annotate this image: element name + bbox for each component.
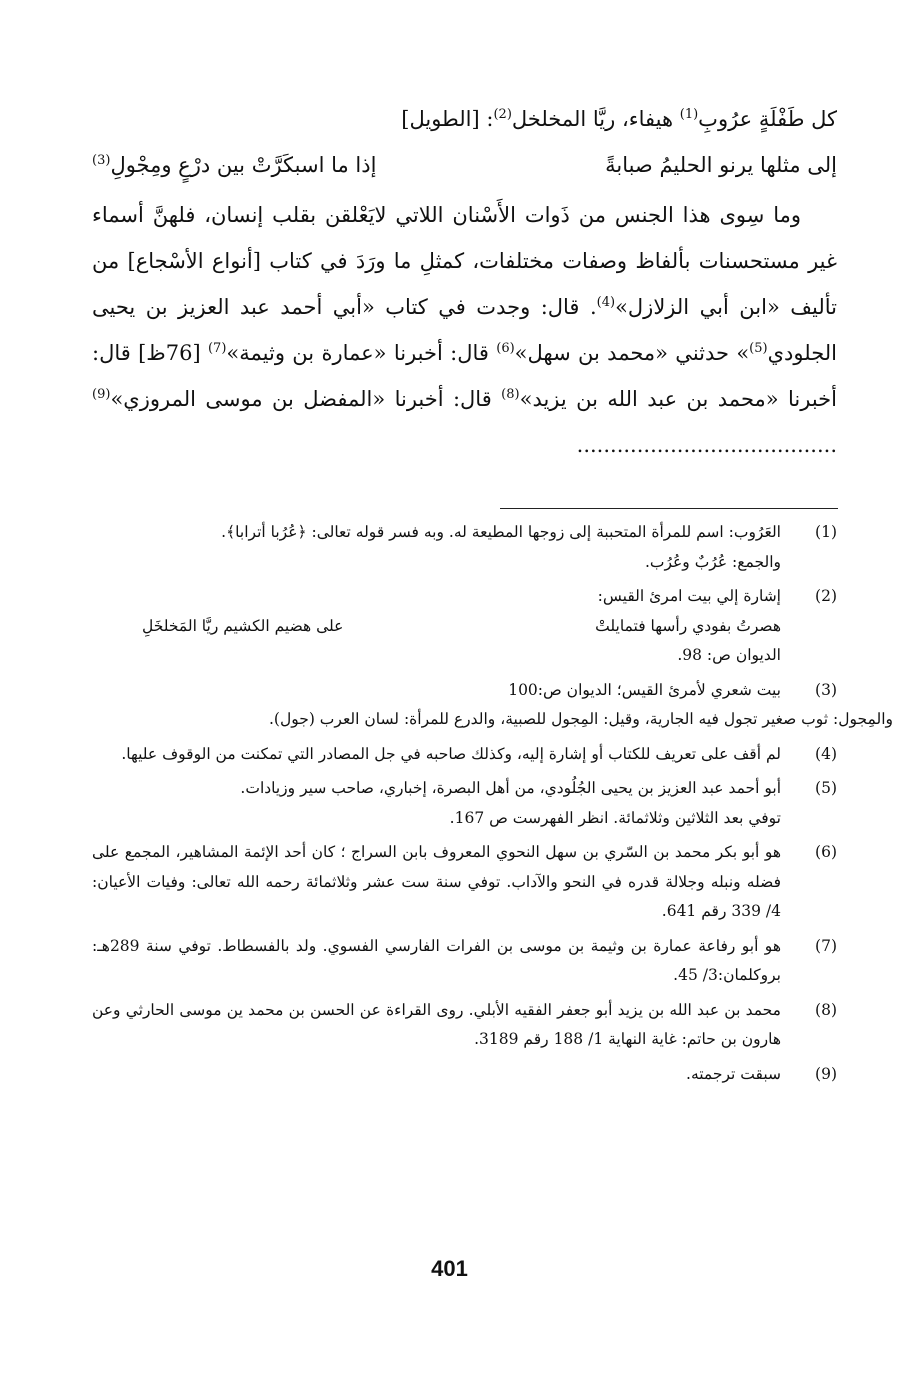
footnote-ref-4[interactable]: (4): [596, 295, 616, 310]
footnote-text: [92, 676, 781, 706]
footnote-item: [92, 932, 837, 991]
footnote-text: [92, 996, 781, 1055]
footnote-line: العَرُوب: اسم للمرأة المتحببة إلى زوجها المطيعة له. وبه فسر قوله تعالى: ﴿عُرُبا أترابا﴾.: [221, 523, 781, 541]
footnote-number: (7): [815, 936, 837, 955]
verse-intro-mid: هيفاء، ريَّا المخلخل: [511, 107, 680, 131]
verse-intro: [92, 96, 837, 142]
page-number: 401: [431, 1256, 468, 1281]
footnote-number: (6): [815, 843, 837, 861]
footnote-number: (4): [815, 744, 837, 763]
footnote-ref-5[interactable]: (5): [749, 341, 768, 356]
footnote-text: [92, 582, 781, 671]
footnote-text: [92, 1060, 781, 1090]
footnote-ref-2[interactable]: (2): [493, 107, 512, 122]
footnote-ref-8[interactable]: (8): [501, 387, 520, 402]
main-text: [92, 96, 837, 468]
footnote-item: [92, 1060, 837, 1090]
footnote-item: [92, 740, 837, 770]
footnote-number: (2): [815, 587, 837, 605]
footnote-ref-7[interactable]: (7): [207, 341, 227, 356]
paragraph-dotted-leader: .......................................: [576, 433, 837, 457]
footnote-ref-9[interactable]: (9): [92, 387, 111, 402]
footnote-ref-3[interactable]: (3): [92, 153, 111, 168]
footnote-line: هو أبو رفاعة عمارة بن وثيمة بن موسى بن الفرات الفارسي الفسوي. ولد بالفسطاط. توفي سنة 289هـ: بروكلمان:3/ 45.: [92, 936, 781, 984]
paragraph-part-b: . قال: وجدت في كتاب «أبي أحمد عبد العزيز بن يحيى الجلودي: [92, 295, 837, 365]
footnote-line: سبقت ترجمته.: [686, 1064, 781, 1083]
footnote-text: [92, 518, 781, 577]
footnote-line: هو أبو بكر محمد بن السّري بن سهل النحوي المعروف بابن السراج ؛ كان أحد الإئمة المشاهير، المجمع على فضله ونبله وجلالة قدره في النحو والآداب. توفي سنة ست عشر وثلاثمائة رحمه الله تعالى: وفيات الأعيان: 4/ 339 رقم 641.: [92, 843, 781, 920]
footnote-text: [92, 774, 781, 833]
footnote-number: (1): [815, 523, 837, 541]
footnote-line: بيت شعري لأمرئ القيس؛ الديوان ص:100: [508, 680, 781, 699]
footnote-line: والجمع: عُرُبٌ وعُرُب.: [644, 552, 781, 571]
footnote-line: أبو أحمد عبد العزيز بن يحيى الجُلُودي، من أهل البصرة، إخباري، صاحب سير وزيادات.: [240, 779, 781, 797]
footnote-number: (3): [815, 680, 837, 699]
footnote-ref-6[interactable]: (6): [496, 341, 515, 356]
paragraph-part-a: وما سِوى هذا الجنس من ذَوات الأَسْنان اللاتي لايَعْلقن بقلب إنسان، فلهنَّ أسماء غير مستحسنات بألفاظ وصفات مختلفات، كمثلِ ما ورَدَ في كتاب [أنواع الأسْجاع] من تأليف «ابن أبي الزلازل»: [92, 203, 837, 319]
verse-intro-meter: : [الطويل]: [401, 107, 494, 131]
footnote-line: لم أقف على تعريف للكتاب أو إشارة إليه، وكذلك صاحبه في جل المصادر التي تمكنت من الوقوف عليها.: [121, 744, 781, 763]
footnote-item: [92, 518, 837, 577]
footnote-number: (9): [815, 1064, 837, 1083]
footnote-line: الديوان ص: 98.: [677, 646, 781, 664]
footnote-item: [92, 676, 837, 706]
poem-hemistich-2: على هضيم الكشيم ريَّا المَخلخَلِ: [142, 616, 344, 635]
verse-intro-text: كل طَفْلَةٍ عرُوبِ: [698, 107, 837, 131]
footnote-line: محمد بن عبد الله بن يزيد أبو جعفر الفقيه الأبلي. روى القراءة عن الحسن بن محمد ين موسى الحارثي وعن هارون بن حاتم: غاية النهاية 1/ 188 رقم 3189.: [92, 1000, 781, 1048]
footnote-item: [92, 996, 837, 1055]
poem-hemistich-2-text: إذا ما اسبكَرَّتْ بين درْعٍ ومِجْولِ: [110, 153, 377, 177]
footnote-number: (5): [815, 779, 837, 797]
footnote-poem: [92, 612, 781, 642]
footnote-ref-1[interactable]: (1): [679, 107, 699, 122]
main-paragraph: [92, 192, 837, 468]
footnote-line: إشارة إلي بيت امرئ القيس:: [597, 587, 781, 605]
footnote-divider: [500, 508, 838, 509]
poem-hemistich-1: إلى مثلها يرنو الحليمُ صبابةً: [605, 153, 837, 177]
footnote-continuation: والمِجول: ثوب صغير تجول فيه الجارية، وقيل: المِجول للصبية، والدرع للمرأة: لسان العرب (جول).: [269, 710, 893, 728]
poem-line: [92, 142, 837, 188]
paragraph-part-e: [76ظ] قال: أخبرنا «محمد بن عبد الله بن يزيد»: [92, 341, 837, 411]
footnote-text: [92, 740, 781, 770]
footnote-text: [92, 932, 781, 991]
footnote-text: [92, 838, 781, 927]
footnote-line: توفي بعد الثلاثين وثلاثمائة. انظر الفهرست ص 167.: [449, 808, 781, 827]
footnote-item: [92, 582, 837, 671]
poem-hemistich-2: [92, 142, 376, 188]
footnotes: [92, 518, 893, 1094]
footnote-item: [92, 838, 837, 927]
paragraph-part-d: قال: أخبرنا «عمارة بن وثيمة»: [226, 341, 497, 365]
paragraph-part-c: » حدثني «محمد بن سهل»: [514, 341, 750, 365]
footnote-item: [92, 774, 837, 833]
paragraph-part-f: قال: أخبرنا «المفضل بن موسى المروزي»: [110, 387, 502, 411]
poem-hemistich-1: هصرتُ بفودي رأسها فتمايلتْ: [595, 616, 781, 635]
footnote-number: (8): [815, 1000, 837, 1019]
